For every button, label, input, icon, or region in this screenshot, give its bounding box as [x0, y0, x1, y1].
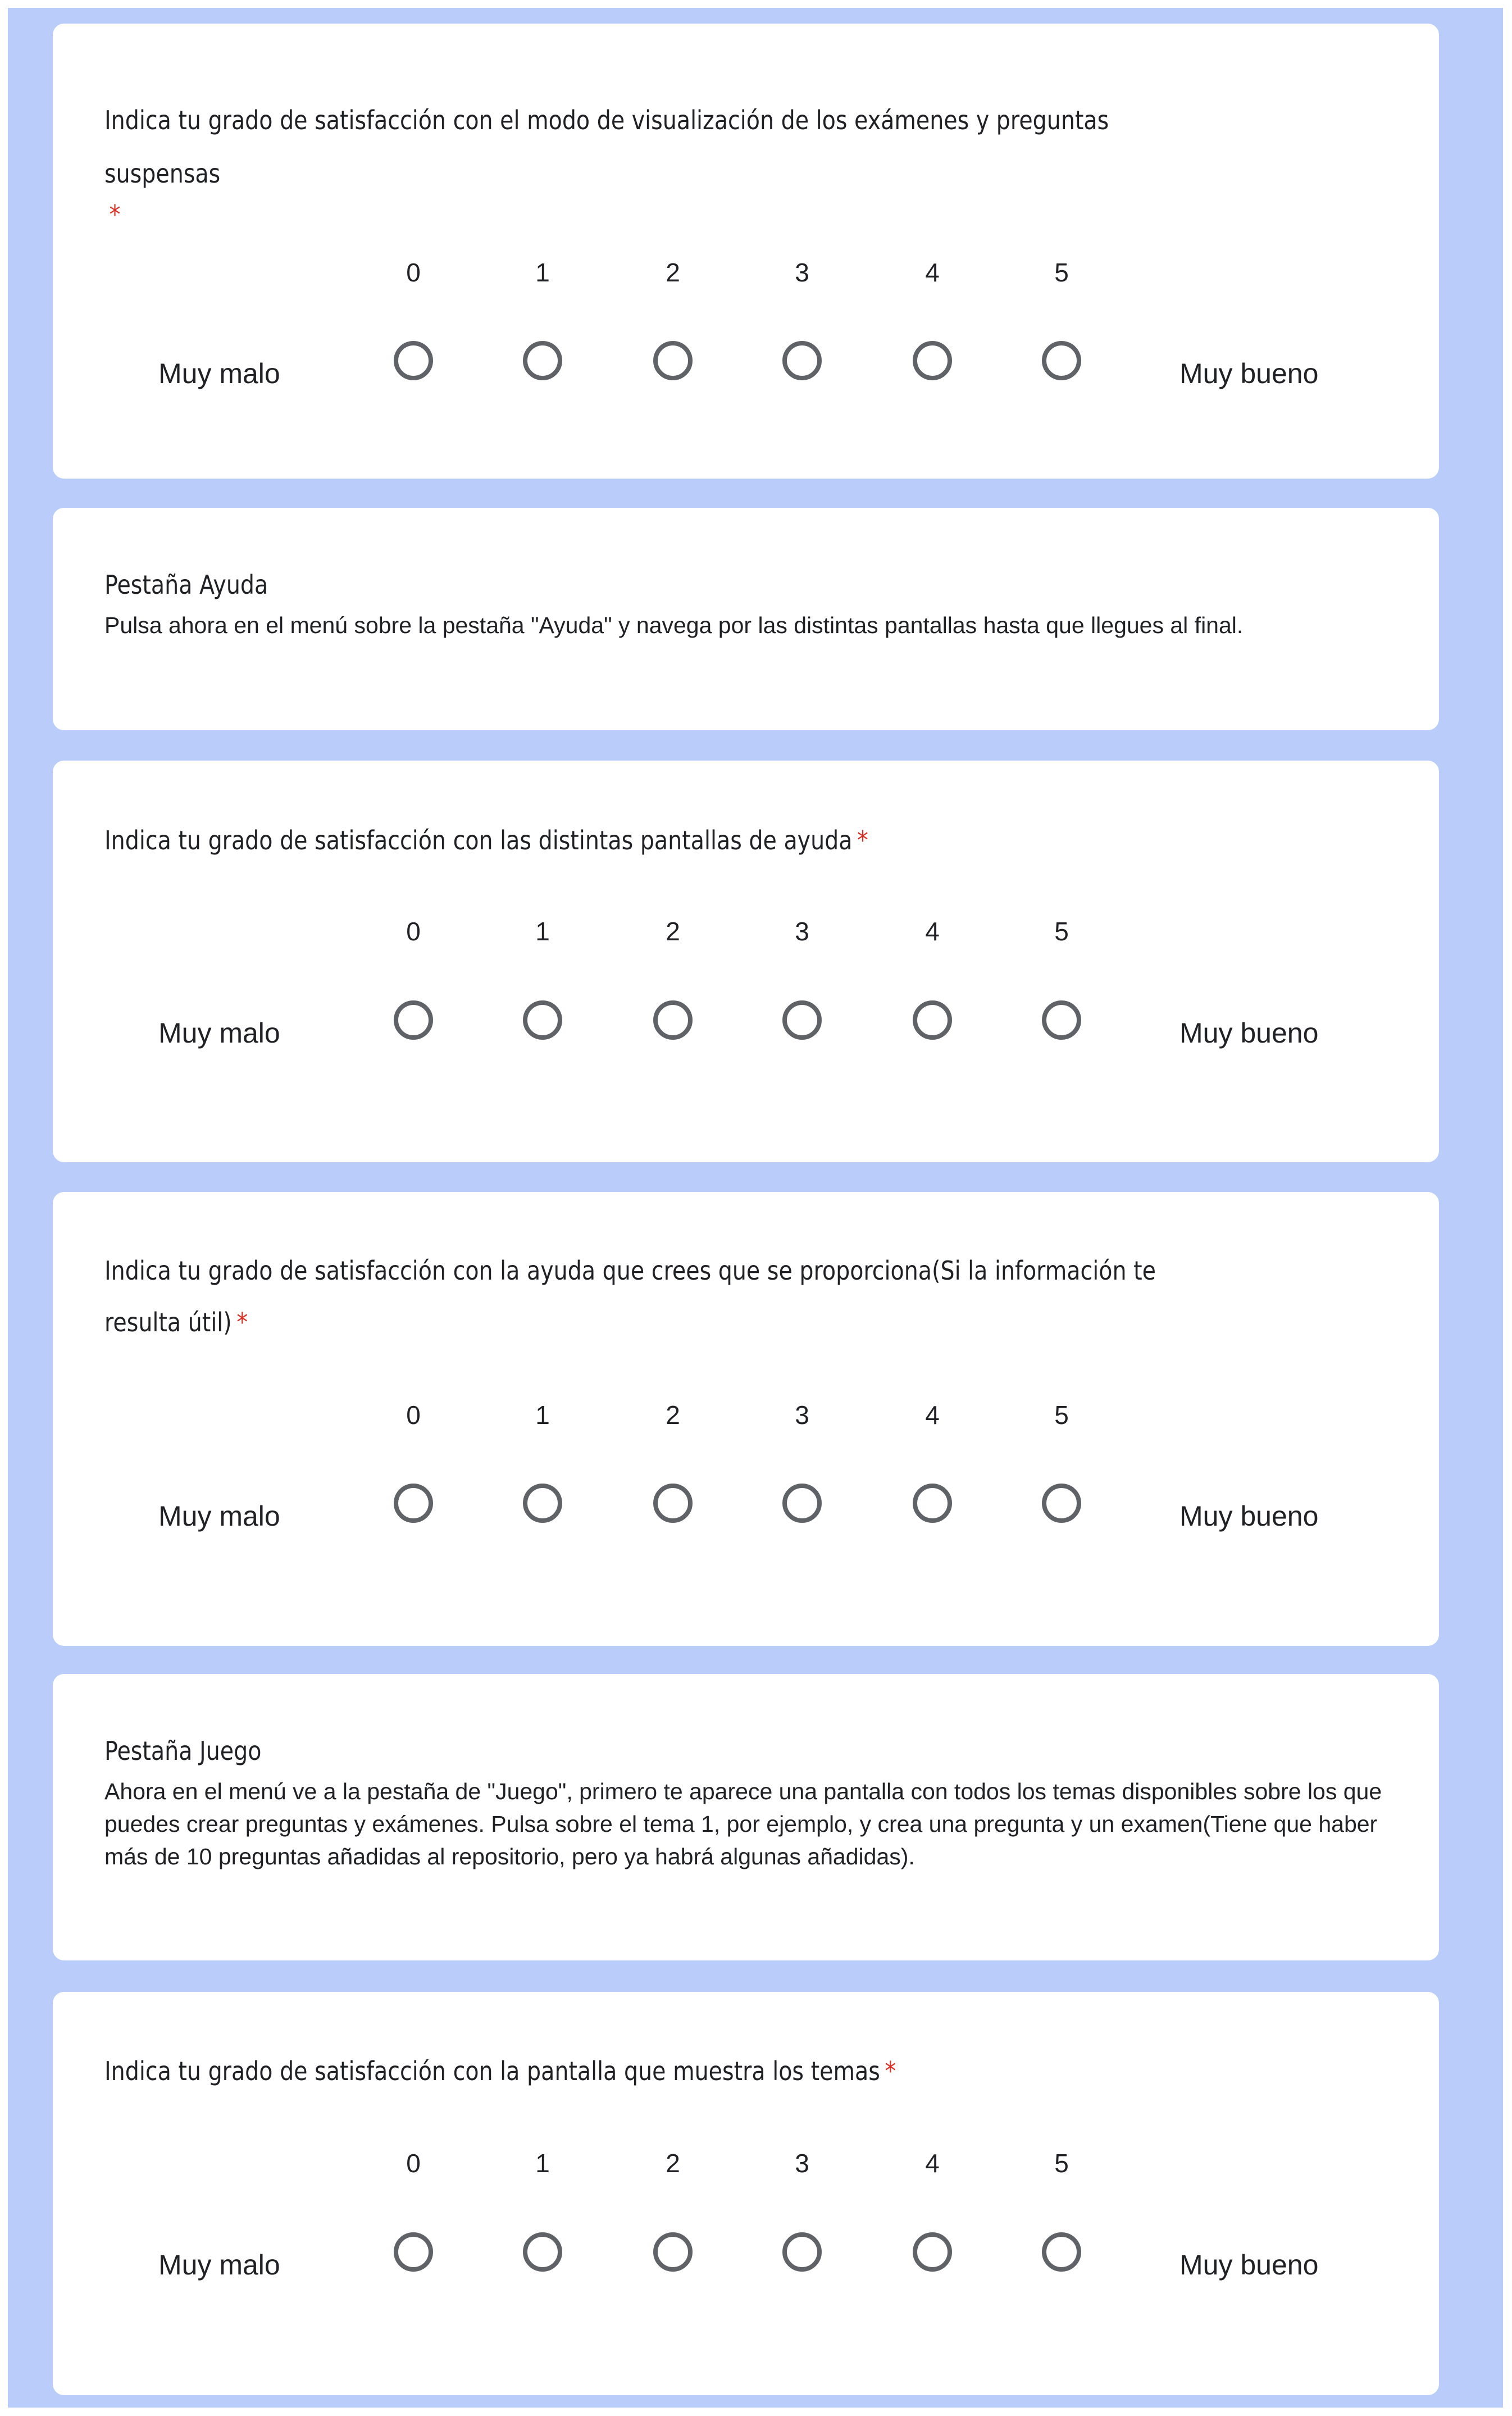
- radio-option-5[interactable]: [1042, 1484, 1081, 1523]
- question-title: [104, 2045, 1199, 2098]
- scale-min-label: Muy malo: [158, 358, 280, 389]
- radio-option-4[interactable]: [913, 2232, 952, 2272]
- radio-option-4[interactable]: [913, 1000, 952, 1040]
- scale-label-3: 3: [795, 2149, 809, 2178]
- scale-max-label: Muy bueno: [1179, 1500, 1319, 1532]
- question-card-visualizacion: [53, 24, 1439, 479]
- scale-max-label: Muy bueno: [1179, 2249, 1319, 2281]
- question-title-text: Indica tu grado de satisfacción con las distintas pantallas de ayuda: [104, 825, 853, 856]
- section-title: Pestaña Ayuda: [104, 570, 268, 600]
- radio-option-5[interactable]: [1042, 1000, 1081, 1040]
- scale-label-5: 5: [1054, 917, 1069, 946]
- radio-option-1[interactable]: [523, 1000, 562, 1040]
- question-title: [104, 94, 1199, 229]
- scale-min-label: Muy malo: [158, 1017, 280, 1049]
- question-title: [104, 1245, 1199, 1348]
- question-card-pantalla-temas: [53, 1992, 1439, 2395]
- scale-label-1: 1: [535, 1400, 550, 1430]
- radio-option-0[interactable]: [394, 1000, 433, 1040]
- radio-option-2[interactable]: [653, 1000, 693, 1040]
- section-title: Pestaña Juego: [104, 1736, 262, 1766]
- question-title-text: Indica tu grado de satisfacción con el modo de visualización de los exámenes y preguntas suspensas: [104, 105, 1109, 189]
- radio-option-1[interactable]: [523, 341, 562, 380]
- scale-label-3: 3: [795, 1400, 809, 1430]
- question-card-ayuda-proporcionada: [53, 1192, 1439, 1646]
- radio-option-5[interactable]: [1042, 341, 1081, 380]
- scale-label-2: 2: [666, 2149, 680, 2178]
- scale-label-5: 5: [1054, 258, 1069, 287]
- scale-label-4: 4: [925, 1400, 940, 1430]
- scale-max-label: Muy bueno: [1179, 358, 1319, 389]
- scale-label-5: 5: [1054, 2149, 1069, 2178]
- question-title-text: Indica tu grado de satisfacción con la pantalla que muestra los temas: [104, 2056, 880, 2086]
- radio-option-1[interactable]: [523, 1484, 562, 1523]
- radio-option-0[interactable]: [394, 1484, 433, 1523]
- scale-label-0: 0: [406, 917, 421, 946]
- scale-max-label: Muy bueno: [1179, 1017, 1319, 1049]
- scale-label-3: 3: [795, 258, 809, 287]
- required-asterisk: *: [236, 1307, 248, 1337]
- scale-label-3: 3: [795, 917, 809, 946]
- scale-min-label: Muy malo: [158, 2249, 280, 2281]
- radio-option-1[interactable]: [523, 2232, 562, 2272]
- scale-label-5: 5: [1054, 1400, 1069, 1430]
- radio-option-3[interactable]: [782, 1000, 822, 1040]
- radio-option-4[interactable]: [913, 341, 952, 380]
- section-card-juego: [53, 1674, 1439, 1960]
- scale-label-4: 4: [925, 917, 940, 946]
- required-asterisk: *: [885, 2056, 896, 2086]
- required-asterisk: *: [857, 825, 868, 856]
- scale-label-1: 1: [535, 917, 550, 946]
- radio-option-2[interactable]: [653, 341, 693, 380]
- scale-label-1: 1: [535, 2149, 550, 2178]
- scale-label-1: 1: [535, 258, 550, 287]
- scale-label-2: 2: [666, 258, 680, 287]
- radio-option-2[interactable]: [653, 2232, 693, 2272]
- scale-min-label: Muy malo: [158, 1500, 280, 1532]
- scale-label-4: 4: [925, 258, 940, 287]
- radio-option-5[interactable]: [1042, 2232, 1081, 2272]
- scale-label-0: 0: [406, 2149, 421, 2178]
- radio-option-3[interactable]: [782, 2232, 822, 2272]
- radio-option-0[interactable]: [394, 2232, 433, 2272]
- scale-label-4: 4: [925, 2149, 940, 2178]
- radio-option-3[interactable]: [782, 341, 822, 380]
- radio-option-0[interactable]: [394, 341, 433, 380]
- radio-option-4[interactable]: [913, 1484, 952, 1523]
- scale-label-0: 0: [406, 1400, 421, 1430]
- radio-option-2[interactable]: [653, 1484, 693, 1523]
- scale-label-2: 2: [666, 917, 680, 946]
- section-description: Pulsa ahora en el menú sobre la pestaña "Ayuda" y navega por las distintas pantallas hasta que llegues al final.: [104, 612, 1244, 638]
- scale-label-0: 0: [406, 258, 421, 287]
- question-title: [104, 814, 1199, 867]
- radio-option-3[interactable]: [782, 1484, 822, 1523]
- required-asterisk: *: [109, 199, 121, 230]
- section-description: Ahora en el menú ve a la pestaña de "Juego", primero te aparece una pantalla con todos los temas disponibles sobre los que puedes crear preguntas y exámenes. Pulsa sobre el tema 1, por ejemplo, y crea una pregunta y un examen(Tiene que haber más de 10 preguntas añadidas al repositorio, pero ya habrá algunas añadidas).: [104, 1778, 1382, 1869]
- scale-label-2: 2: [666, 1400, 680, 1430]
- section-card-ayuda: [53, 508, 1439, 730]
- question-title-text: Indica tu grado de satisfacción con la ayuda que crees que se proporciona(Si la información te resulta útil): [104, 1255, 1156, 1337]
- question-card-pantallas-ayuda: [53, 761, 1439, 1162]
